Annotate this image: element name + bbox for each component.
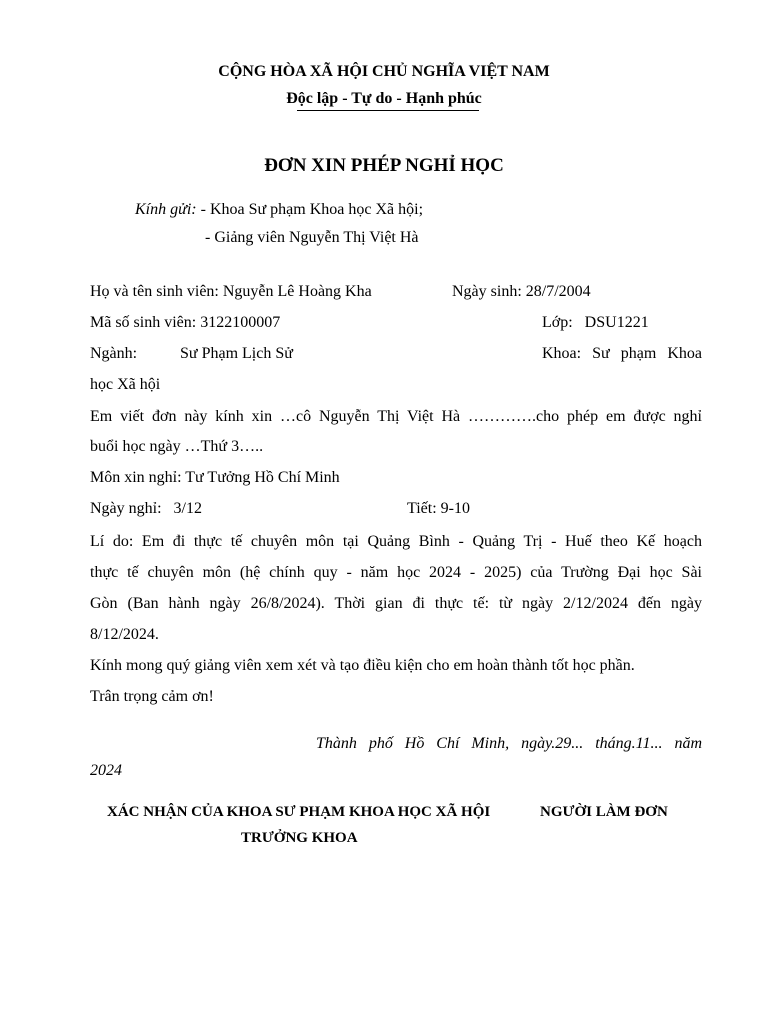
applicant-heading: NGƯỜI LÀM ĐƠN: [540, 804, 668, 820]
motto-underline: [297, 110, 479, 111]
faculty-confirmation-heading: XÁC NHẬN CỦA KHOA SƯ PHẠM KHOA HỌC XÃ HỘI: [107, 804, 491, 820]
faculty-label: Khoa: Sư phạm Khoa: [542, 345, 702, 362]
request-line-2: buổi học ngày …Thứ 3…..: [90, 438, 264, 455]
student-dob: Ngày sinh: 28/7/2004: [452, 283, 591, 300]
reason-line-3: Gòn (Ban hành ngày 26/8/2024). Thời gian đi thực tế: từ ngày 2/12/2024 đến ngày: [90, 595, 702, 612]
recipient-lecturer: - Giảng viên Nguyễn Thị Việt Hà: [205, 229, 419, 246]
closing-thanks: Trân trọng cảm ơn!: [90, 688, 214, 705]
absence-date: Ngày nghỉ: 3/12: [90, 500, 202, 517]
document-title: ĐƠN XIN PHÉP NGHỈ HỌC: [264, 155, 504, 176]
recipients-line-1: [135, 201, 423, 219]
reason-line-1: Lí do: Em đi thực tế chuyên môn tại Quảng Bình - Quảng Trị - Huế theo Kế hoạch: [90, 533, 702, 550]
place-date-line-1: Thành phố Hồ Chí Minh, ngày.29... tháng.11... năm: [316, 735, 702, 752]
major-value: Sư Phạm Lịch Sử: [180, 345, 293, 362]
absence-period: Tiết: 9-10: [407, 500, 470, 517]
reason-line-4: 8/12/2024.: [90, 626, 159, 643]
closing-request: Kính mong quý giảng viên xem xét và tạo điều kiện cho em hoàn thành tốt học phần.: [90, 657, 635, 674]
student-id: Mã số sinh viên: 3122100007: [90, 314, 281, 331]
absence-subject: Môn xin nghỉ: Tư Tưởng Hồ Chí Minh: [90, 469, 340, 486]
major-label: Ngành:: [90, 345, 138, 362]
dean-heading: TRƯỞNG KHOA: [241, 830, 358, 846]
student-name: Họ và tên sinh viên: Nguyễn Lê Hoàng Kha: [90, 283, 372, 300]
request-line-1: Em viết đơn này kính xin …cô Nguyễn Thị Việt Hà ………….cho phép em được nghỉ: [90, 408, 702, 425]
motto: Độc lập - Tự do - Hạnh phúc: [286, 90, 482, 107]
recipient-faculty: - Khoa Sư phạm Khoa học Xã hội;: [196, 201, 424, 218]
place-date-year: 2024: [90, 762, 122, 779]
nation-heading: CỘNG HÒA XÃ HỘI CHỦ NGHĨA VIỆT NAM: [218, 63, 550, 80]
recipients-label: Kính gửi:: [135, 201, 197, 218]
reason-line-2: thực tế chuyên môn (hệ chính quy - năm học 2024 - 2025) của Trường Đại học Sài: [90, 564, 702, 581]
student-class: Lớp: DSU1221: [542, 314, 649, 331]
faculty-continuation: học Xã hội: [90, 376, 161, 393]
